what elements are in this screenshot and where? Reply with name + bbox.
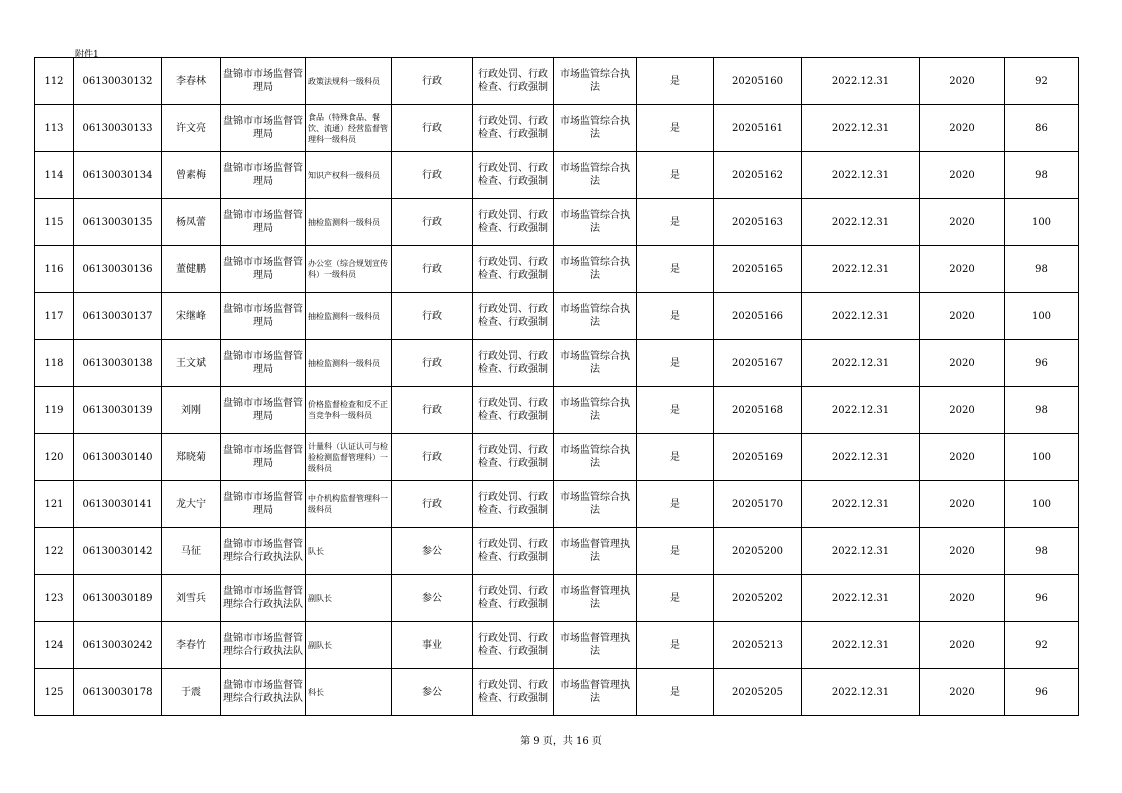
cell-position: 副队长 <box>306 575 392 622</box>
cell-row-number: 117 <box>35 293 74 340</box>
cell-score: 100 <box>1005 199 1079 246</box>
cell-certificate-number: 20205162 <box>714 152 802 199</box>
cell-score: 100 <box>1005 434 1079 481</box>
cell-score: 100 <box>1005 481 1079 528</box>
cell-flag: 是 <box>637 293 714 340</box>
cell-position: 政策法规科一级科员 <box>306 58 392 105</box>
attachment-label: 附件1 <box>75 50 99 60</box>
cell-score: 96 <box>1005 669 1079 716</box>
cell-staff-type: 行政 <box>392 293 473 340</box>
cell-enforcement-scope: 行政处罚、行政检查、行政强制 <box>473 293 554 340</box>
cell-score: 100 <box>1005 293 1079 340</box>
cell-flag: 是 <box>637 481 714 528</box>
cell-organization: 盘锦市市场监督管理局 <box>221 293 306 340</box>
cell-enforcement-scope: 行政处罚、行政检查、行政强制 <box>473 481 554 528</box>
cell-enforcement-scope: 行政处罚、行政检查、行政强制 <box>473 199 554 246</box>
cell-enforcement-scope: 行政处罚、行政检查、行政强制 <box>473 340 554 387</box>
table-row <box>35 199 1079 246</box>
cell-enforcement-area: 市场监管综合执法 <box>554 481 637 528</box>
cell-person-name: 宋继峰 <box>162 293 221 340</box>
cell-person-name: 于震 <box>162 669 221 716</box>
cell-valid-until: 2022.12.31 <box>802 152 920 199</box>
cell-staff-type: 参公 <box>392 528 473 575</box>
cell-score: 92 <box>1005 58 1079 105</box>
cell-enforcement-area: 市场监管综合执法 <box>554 434 637 481</box>
cell-id-code: 06130030133 <box>74 105 162 152</box>
cell-organization: 盘锦市市场监督管理局 <box>221 105 306 152</box>
cell-valid-until: 2022.12.31 <box>802 528 920 575</box>
cell-person-name: 李春林 <box>162 58 221 105</box>
cell-organization: 盘锦市市场监督管理综合行政执法队 <box>221 575 306 622</box>
cell-person-name: 刘刚 <box>162 387 221 434</box>
cell-staff-type: 行政 <box>392 481 473 528</box>
cell-organization: 盘锦市市场监督管理局 <box>221 58 306 105</box>
cell-id-code: 06130030139 <box>74 387 162 434</box>
cell-flag: 是 <box>637 669 714 716</box>
cell-id-code: 06130030138 <box>74 340 162 387</box>
cell-id-code: 06130030134 <box>74 152 162 199</box>
cell-enforcement-area: 市场监督管理执法 <box>554 575 637 622</box>
cell-row-number: 121 <box>35 481 74 528</box>
cell-staff-type: 行政 <box>392 105 473 152</box>
cell-enforcement-area: 市场监督管理执法 <box>554 528 637 575</box>
cell-score: 96 <box>1005 575 1079 622</box>
cell-year: 2020 <box>920 434 1005 481</box>
cell-id-code: 06130030178 <box>74 669 162 716</box>
cell-row-number: 112 <box>35 58 74 105</box>
cell-certificate-number: 20205168 <box>714 387 802 434</box>
cell-row-number: 119 <box>35 387 74 434</box>
page-footer: 第 9 页，共 16 页 <box>520 736 602 747</box>
table-row <box>35 105 1079 152</box>
cell-enforcement-scope: 行政处罚、行政检查、行政强制 <box>473 387 554 434</box>
cell-person-name: 杨凤蕾 <box>162 199 221 246</box>
cell-position: 科长 <box>306 669 392 716</box>
table-body <box>35 58 1079 716</box>
cell-organization: 盘锦市市场监督管理局 <box>221 481 306 528</box>
cell-organization: 盘锦市市场监督管理综合行政执法队 <box>221 669 306 716</box>
cell-enforcement-area: 市场监管综合执法 <box>554 199 637 246</box>
cell-id-code: 06130030242 <box>74 622 162 669</box>
cell-id-code: 06130030136 <box>74 246 162 293</box>
cell-valid-until: 2022.12.31 <box>802 105 920 152</box>
cell-person-name: 郑晓菊 <box>162 434 221 481</box>
cell-score: 98 <box>1005 152 1079 199</box>
cell-id-code: 06130030137 <box>74 293 162 340</box>
table-row <box>35 387 1079 434</box>
cell-person-name: 马征 <box>162 528 221 575</box>
cell-valid-until: 2022.12.31 <box>802 340 920 387</box>
cell-organization: 盘锦市市场监督管理局 <box>221 387 306 434</box>
cell-row-number: 120 <box>35 434 74 481</box>
cell-enforcement-area: 市场监管综合执法 <box>554 293 637 340</box>
cell-flag: 是 <box>637 528 714 575</box>
cell-row-number: 125 <box>35 669 74 716</box>
cell-valid-until: 2022.12.31 <box>802 58 920 105</box>
cell-row-number: 124 <box>35 622 74 669</box>
cell-year: 2020 <box>920 669 1005 716</box>
cell-score: 98 <box>1005 387 1079 434</box>
cell-id-code: 06130030189 <box>74 575 162 622</box>
cell-staff-type: 行政 <box>392 434 473 481</box>
cell-score: 92 <box>1005 622 1079 669</box>
cell-enforcement-area: 市场监督管理执法 <box>554 622 637 669</box>
cell-position: 食品（特殊食品、餐饮、流通）经营监督管理科一级科员 <box>306 105 392 152</box>
cell-certificate-number: 20205167 <box>714 340 802 387</box>
cell-position: 抽检监测科一级科员 <box>306 293 392 340</box>
cell-position: 抽检监测科一级科员 <box>306 340 392 387</box>
cell-staff-type: 行政 <box>392 58 473 105</box>
cell-enforcement-scope: 行政处罚、行政检查、行政强制 <box>473 152 554 199</box>
cell-valid-until: 2022.12.31 <box>802 575 920 622</box>
cell-year: 2020 <box>920 340 1005 387</box>
cell-id-code: 06130030142 <box>74 528 162 575</box>
cell-certificate-number: 20205165 <box>714 246 802 293</box>
cell-enforcement-area: 市场监督管理执法 <box>554 669 637 716</box>
cell-organization: 盘锦市市场监督管理局 <box>221 199 306 246</box>
cell-score: 98 <box>1005 246 1079 293</box>
cell-person-name: 王文斌 <box>162 340 221 387</box>
cell-score: 96 <box>1005 340 1079 387</box>
cell-staff-type: 行政 <box>392 199 473 246</box>
cell-id-code: 06130030132 <box>74 58 162 105</box>
cell-flag: 是 <box>637 575 714 622</box>
cell-person-name: 龙大宁 <box>162 481 221 528</box>
cell-year: 2020 <box>920 199 1005 246</box>
cell-organization: 盘锦市市场监督管理局 <box>221 246 306 293</box>
cell-enforcement-area: 市场监管综合执法 <box>554 58 637 105</box>
cell-row-number: 113 <box>35 105 74 152</box>
cell-position: 计量科（认证认可与检验检测监督管理科）一级科员 <box>306 434 392 481</box>
cell-staff-type: 行政 <box>392 246 473 293</box>
cell-enforcement-area: 市场监管综合执法 <box>554 340 637 387</box>
cell-id-code: 06130030135 <box>74 199 162 246</box>
cell-organization: 盘锦市市场监督管理局 <box>221 434 306 481</box>
cell-valid-until: 2022.12.31 <box>802 481 920 528</box>
cell-enforcement-scope: 行政处罚、行政检查、行政强制 <box>473 105 554 152</box>
cell-year: 2020 <box>920 293 1005 340</box>
cell-certificate-number: 20205166 <box>714 293 802 340</box>
cell-score: 86 <box>1005 105 1079 152</box>
cell-year: 2020 <box>920 575 1005 622</box>
cell-flag: 是 <box>637 387 714 434</box>
cell-enforcement-scope: 行政处罚、行政检查、行政强制 <box>473 669 554 716</box>
cell-position: 副队长 <box>306 622 392 669</box>
table-row <box>35 481 1079 528</box>
cell-row-number: 115 <box>35 199 74 246</box>
cell-row-number: 122 <box>35 528 74 575</box>
cell-id-code: 06130030140 <box>74 434 162 481</box>
cell-valid-until: 2022.12.31 <box>802 246 920 293</box>
cell-year: 2020 <box>920 105 1005 152</box>
table-row <box>35 528 1079 575</box>
cell-flag: 是 <box>637 58 714 105</box>
table-row <box>35 58 1079 105</box>
cell-position: 抽检监测科一级科员 <box>306 199 392 246</box>
cell-organization: 盘锦市市场监督管理综合行政执法队 <box>221 528 306 575</box>
table-row <box>35 434 1079 481</box>
table-row <box>35 246 1079 293</box>
cell-person-name: 许文亮 <box>162 105 221 152</box>
personnel-table <box>34 57 1079 716</box>
table-row <box>35 152 1079 199</box>
cell-staff-type: 参公 <box>392 669 473 716</box>
cell-year: 2020 <box>920 246 1005 293</box>
cell-year: 2020 <box>920 387 1005 434</box>
cell-row-number: 116 <box>35 246 74 293</box>
cell-staff-type: 事业 <box>392 622 473 669</box>
cell-flag: 是 <box>637 340 714 387</box>
cell-position: 知识产权科一级科员 <box>306 152 392 199</box>
cell-person-name: 曾素梅 <box>162 152 221 199</box>
cell-certificate-number: 20205161 <box>714 105 802 152</box>
cell-year: 2020 <box>920 528 1005 575</box>
cell-enforcement-scope: 行政处罚、行政检查、行政强制 <box>473 58 554 105</box>
table-row <box>35 622 1079 669</box>
cell-enforcement-scope: 行政处罚、行政检查、行政强制 <box>473 575 554 622</box>
cell-row-number: 123 <box>35 575 74 622</box>
cell-position: 价格监督检查和反不正当竞争科一级科员 <box>306 387 392 434</box>
cell-certificate-number: 20205200 <box>714 528 802 575</box>
cell-valid-until: 2022.12.31 <box>802 293 920 340</box>
cell-staff-type: 参公 <box>392 575 473 622</box>
cell-organization: 盘锦市市场监督管理局 <box>221 340 306 387</box>
cell-flag: 是 <box>637 434 714 481</box>
cell-valid-until: 2022.12.31 <box>802 622 920 669</box>
cell-person-name: 刘雪兵 <box>162 575 221 622</box>
cell-enforcement-area: 市场监管综合执法 <box>554 105 637 152</box>
cell-year: 2020 <box>920 58 1005 105</box>
cell-organization: 盘锦市市场监督管理综合行政执法队 <box>221 622 306 669</box>
cell-certificate-number: 20205170 <box>714 481 802 528</box>
cell-position: 办公室（综合规划宣传科）一级科员 <box>306 246 392 293</box>
cell-flag: 是 <box>637 152 714 199</box>
cell-flag: 是 <box>637 622 714 669</box>
cell-flag: 是 <box>637 105 714 152</box>
cell-flag: 是 <box>637 199 714 246</box>
cell-staff-type: 行政 <box>392 152 473 199</box>
cell-certificate-number: 20205205 <box>714 669 802 716</box>
cell-organization: 盘锦市市场监督管理局 <box>221 152 306 199</box>
table-row <box>35 575 1079 622</box>
cell-enforcement-scope: 行政处罚、行政检查、行政强制 <box>473 528 554 575</box>
cell-row-number: 118 <box>35 340 74 387</box>
cell-staff-type: 行政 <box>392 340 473 387</box>
cell-id-code: 06130030141 <box>74 481 162 528</box>
cell-score: 98 <box>1005 528 1079 575</box>
cell-position: 队长 <box>306 528 392 575</box>
cell-certificate-number: 20205213 <box>714 622 802 669</box>
cell-enforcement-area: 市场监管综合执法 <box>554 246 637 293</box>
cell-staff-type: 行政 <box>392 387 473 434</box>
cell-certificate-number: 20205169 <box>714 434 802 481</box>
cell-valid-until: 2022.12.31 <box>802 199 920 246</box>
cell-enforcement-scope: 行政处罚、行政检查、行政强制 <box>473 246 554 293</box>
cell-year: 2020 <box>920 622 1005 669</box>
cell-flag: 是 <box>637 246 714 293</box>
cell-certificate-number: 20205160 <box>714 58 802 105</box>
cell-year: 2020 <box>920 152 1005 199</box>
cell-enforcement-scope: 行政处罚、行政检查、行政强制 <box>473 622 554 669</box>
cell-certificate-number: 20205163 <box>714 199 802 246</box>
cell-certificate-number: 20205202 <box>714 575 802 622</box>
cell-enforcement-scope: 行政处罚、行政检查、行政强制 <box>473 434 554 481</box>
cell-enforcement-area: 市场监管综合执法 <box>554 152 637 199</box>
cell-person-name: 李春竹 <box>162 622 221 669</box>
cell-enforcement-area: 市场监管综合执法 <box>554 387 637 434</box>
table-row <box>35 669 1079 716</box>
cell-year: 2020 <box>920 481 1005 528</box>
cell-valid-until: 2022.12.31 <box>802 434 920 481</box>
cell-position: 中介机构监督管理科一级科员 <box>306 481 392 528</box>
table-row <box>35 293 1079 340</box>
cell-valid-until: 2022.12.31 <box>802 669 920 716</box>
table-row <box>35 340 1079 387</box>
cell-row-number: 114 <box>35 152 74 199</box>
cell-person-name: 董健鹏 <box>162 246 221 293</box>
cell-valid-until: 2022.12.31 <box>802 387 920 434</box>
